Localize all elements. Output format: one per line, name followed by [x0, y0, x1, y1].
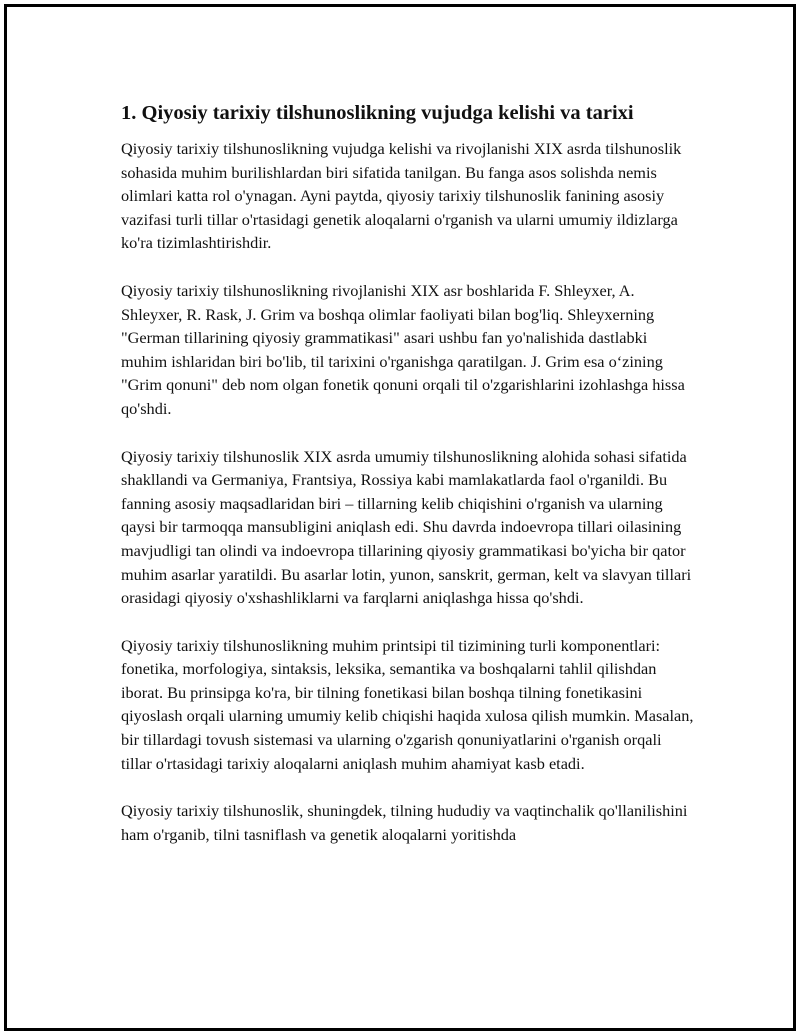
section-heading: 1. Qiyosiy tarixiy tilshunoslikning vujudga kelishi va tarixi [121, 102, 634, 124]
paragraph-1: Qiyosiy tarixiy tilshunoslikning vujudga kelishi va rivojlanishi XIX asrda tilshunoslik sohasida muhim burilishlardan biri sifatida tanilgan. Bu fanga asos solishda nemis olimlari katta rol o'ynagan. Ayni paytda, qiyosiy tarixiy tilshunoslik fanining asosiy vazifasi turli tillar o'rtasidagi genetik aloqalarni o'rganish va ularni umumiy ildizlarga ko'ra tizimlashtirishdir. [121, 139, 682, 253]
document-body [121, 99, 696, 870]
paragraph-5: Qiyosiy tarixiy tilshunoslik, shuningdek, tilning hududiy va vaqtinchalik qo'llanilishini ham o'rganib, tilni tasniflash va genetik aloqalarni yoritishda [121, 801, 688, 844]
paragraph-4: Qiyosiy tarixiy tilshunoslikning muhim printsipi til tizimining turli komponentlari: fonetika, morfologiya, sintaksis, leksika, semantika va boshqalarni tahlil qilishdan iborat. Bu prinsipga ko'ra, bir tilning fonetikasi bilan boshqa tilning fonetikasini qiyoslash orqali ularning umumiy kelib chiqishi haqida xulosa qilish mumkin. Masalan, bir tillardagi tovush sistemasi va ularning o'zgarish qonuniyatlarini o'rganish orqali tillar o'rtasidagi tarixiy aloqalarni aniqlash muhim ahamiyat kasb etadi. [121, 635, 694, 773]
paragraph-3: Qiyosiy tarixiy tilshunoslik XIX asrda umumiy tilshunoslikning alohida sohasi sifatida shakllandi va Germaniya, Frantsiya, Rossiya kabi mamlakatlarda faol o'rganildi. Bu fanning asosiy maqsadlaridan biri – tillarning kelib chiqishini o'rganish va ularning qaysi bir tarmoqqa mansubligini aniqlash edi. Shu davrda indoevropa tillari oilasining mavjudligi tan olindi va indoevropa tillarining qiyosiy grammatikasi bo'yicha bir qator muhim asarlar yaratildi. Bu asarlar lotin, yunon, sanskrit, german, kelt va slavyan tillari orasidagi qiyosiy o'xshashliklarni va farqlarni aniqlashga hissa qo'shdi. [121, 446, 692, 608]
page-border [4, 4, 796, 1031]
paragraph-2: Qiyosiy tarixiy tilshunoslikning rivojlanishi XIX asr boshlarida F. Shleyxer, A. Shleyxer, R. Rask, J. Grim va boshqa olimlar faoliyati bilan bog'liq. Shleyxerning "German tillarining qiyosiy grammatikasi" asari ushbu fan yo'nalishida dastlabki muhim ishlaridan biri bo'lib, til tarixini o'rganishga qaratilgan. J. Grim esa o‘zining "Grim qonuni" deb nom olgan fonetik qonuni orqali til o'zgarishlarini izohlashga hissa qo'shdi. [121, 280, 685, 418]
